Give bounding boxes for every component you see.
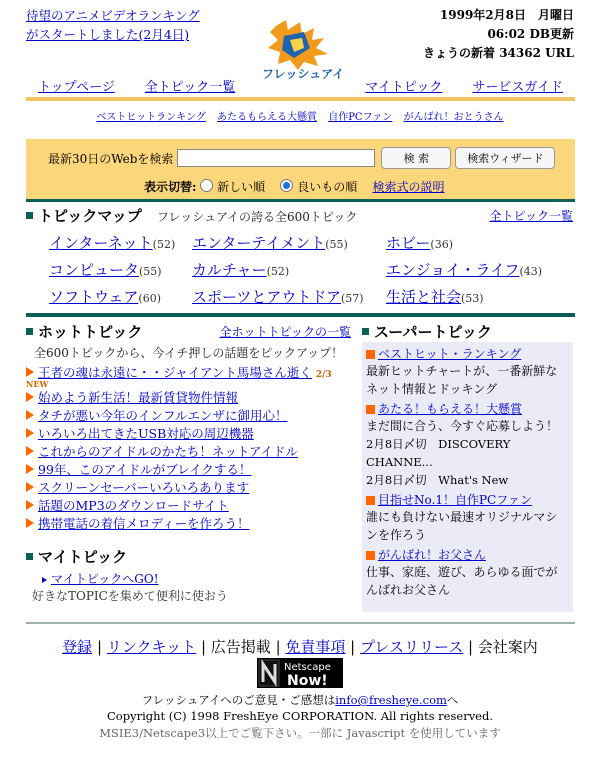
topic-count: (55) xyxy=(139,265,162,278)
radio-newest-label: 新しい順 xyxy=(217,180,266,194)
copyright: Copyright (C) 1998 FreshEye CORPORATION. All rights reserved. xyxy=(106,709,494,723)
divider-1 xyxy=(26,199,575,202)
hot-header xyxy=(26,321,351,342)
nav-my-topic[interactable]: マイトピック xyxy=(365,80,443,95)
arrow-icon xyxy=(26,428,34,438)
feedback-prefix: フレッシュアイへのご意見・ご感想は xyxy=(141,693,336,707)
bullet-square-icon xyxy=(362,328,369,335)
list-item[interactable] xyxy=(26,363,351,381)
topic-sports-outdoor[interactable]: スポーツとアウトドア xyxy=(192,288,341,306)
super-topic-panel xyxy=(362,342,573,612)
arrow-icon xyxy=(42,577,47,583)
radio-best-label: 良いもの順 xyxy=(297,180,358,194)
topic-software[interactable]: ソフトウェア xyxy=(49,288,139,306)
hot-link[interactable]: 99年、このアイドルがブレイクする！ xyxy=(38,462,252,477)
feedback-email-link[interactable]: info@fresheye.com xyxy=(335,693,447,707)
headline-news-line2[interactable]: がスタートしました(2月4日) xyxy=(26,27,190,42)
divider-3 xyxy=(26,622,575,624)
logo-text: フレッシュアイ xyxy=(262,67,345,80)
main-nav xyxy=(26,76,575,101)
super-best-hit-link[interactable]: ベストヒット・ランキング xyxy=(378,347,522,361)
topic-count: (52) xyxy=(266,265,290,278)
all-topics-link[interactable]: 全トピック一覧 xyxy=(489,209,573,223)
topic-row xyxy=(49,232,569,259)
orange-square-icon xyxy=(366,496,375,505)
hot-link[interactable]: 携帯電話の着信メロディーを作ろう！ xyxy=(38,516,250,531)
search-panel xyxy=(26,139,575,199)
topic-count: (36) xyxy=(430,238,453,251)
topicmap-subtitle: フレッシュアイの誇る全600トピック xyxy=(156,210,358,224)
nav-service-guide[interactable]: サービスガイド xyxy=(472,80,563,95)
logo-graphic xyxy=(258,18,358,80)
fresheye-logo[interactable] xyxy=(258,18,358,80)
bullet-square-icon xyxy=(26,328,33,335)
mytopic-link-row[interactable] xyxy=(42,570,159,587)
now-text: Now! xyxy=(287,673,328,688)
list-item[interactable] xyxy=(26,514,351,532)
headline-news-line1[interactable]: 待望のアニメビデオランキング xyxy=(26,8,200,23)
browser-note: MSIE3/Netscape3以上でご覧下さい。一部に Javascript を使用しています xyxy=(99,726,501,740)
footer-register[interactable]: 登録 xyxy=(62,638,93,656)
topic-row xyxy=(49,259,569,286)
super-best-hit-desc: 最新ヒットチャートが、一番新鮮なネット情報とドッキング xyxy=(366,364,558,396)
list-item[interactable] xyxy=(26,442,351,460)
topic-entertainment[interactable]: エンターテイメント xyxy=(192,234,326,252)
subnav-pc-fan[interactable]: 自作PCファン xyxy=(328,112,393,123)
footer-link-kit[interactable]: リンクキット xyxy=(106,638,197,656)
subnav-sweepstakes[interactable]: あたるもらえる大懸賞 xyxy=(217,112,318,123)
topicmap-title: トピックマップ xyxy=(38,207,142,225)
feedback-line xyxy=(0,692,600,708)
bullet-square-icon xyxy=(26,553,33,560)
list-item[interactable] xyxy=(26,388,351,406)
search-label: 最新30日のWebを検索 xyxy=(48,151,174,166)
super-father-link[interactable]: がんばれ！お父さん xyxy=(378,548,487,562)
topic-row xyxy=(49,286,569,313)
db-updated: 06:02 DB更新 xyxy=(487,27,574,41)
list-item[interactable] xyxy=(26,496,351,514)
sub-nav xyxy=(0,108,600,123)
footer-press[interactable]: プレスリリース xyxy=(360,638,464,656)
topic-computer[interactable]: コンピュータ xyxy=(49,261,140,279)
hot-link[interactable]: 王者の魂は永遠に・・ジャイアント馬場さん逝く xyxy=(38,365,312,380)
hot-link[interactable]: タチが悪い今年のインフルエンザに御用心！ xyxy=(38,408,288,423)
hot-link[interactable]: いろいろ出てきたUSB対応の周辺機器 xyxy=(38,426,254,441)
nav-underline xyxy=(26,97,575,101)
super-sweepstakes-desc: まだ間に合う、今すぐ応募しよう！ xyxy=(366,419,559,433)
hot-link[interactable]: 始めよう新生活！最新賃貸物件情報 xyxy=(38,390,239,405)
list-item[interactable] xyxy=(26,478,351,496)
search-wizard-button[interactable]: 検索ウィザード xyxy=(455,147,555,169)
list-item[interactable] xyxy=(26,460,351,478)
topic-count: (53) xyxy=(461,292,484,305)
hot-date: 2/3 xyxy=(315,370,332,380)
arrow-icon xyxy=(26,464,34,474)
hot-link[interactable]: スクリーンセーバーいろいろあります xyxy=(38,480,250,495)
search-button[interactable]: 検 索 xyxy=(381,147,451,169)
hot-title: ホットトピック xyxy=(38,323,143,341)
divider-2 xyxy=(26,313,575,317)
feedback-suffix: へ xyxy=(446,693,459,707)
subnav-best-hit[interactable]: ベストヒットランキング xyxy=(96,112,206,123)
topic-count: (60) xyxy=(138,292,161,305)
hot-link[interactable]: これからのアイドルのかたち！ネットアイドル xyxy=(38,444,298,459)
hot-intro: 全600トピックから、今イチ押しの話題をピックアップ！ xyxy=(34,346,344,360)
headline-news[interactable] xyxy=(26,6,226,44)
list-item[interactable] xyxy=(26,406,351,424)
topic-life-society[interactable]: 生活と社会 xyxy=(386,288,462,306)
netscape-text: Netscape xyxy=(284,662,331,673)
super-pc-fan-link[interactable]: 目指せNo.1！自作PCファン xyxy=(378,493,532,507)
super-deadline-2: 2月8日〆切 What's New xyxy=(366,473,509,487)
topic-count: (43) xyxy=(519,265,543,278)
orange-square-icon xyxy=(366,350,375,359)
topic-internet[interactable]: インターネット xyxy=(49,234,153,252)
radio-best[interactable] xyxy=(280,179,293,192)
arrow-icon xyxy=(26,367,34,377)
super-title: スーパートピック xyxy=(374,323,492,341)
mytopic-header xyxy=(26,546,127,567)
orange-square-icon xyxy=(366,551,375,560)
hot-link[interactable]: 話題のMP3のダウンロードサイト xyxy=(38,498,229,513)
current-date: 1999年2月8日 月曜日 xyxy=(439,8,574,22)
bullet-square-icon xyxy=(26,212,33,219)
super-pc-fan-desc: 誰にも負けない最速オリジナルマシンを作ろう xyxy=(366,510,558,542)
nav-logo-gap xyxy=(265,76,335,95)
new-badge: NEW xyxy=(26,379,49,389)
arrow-icon xyxy=(26,446,34,456)
topic-hobby[interactable]: ホビー xyxy=(386,234,431,252)
footer-disclaimer[interactable]: 免責事項 xyxy=(285,638,346,656)
list-item[interactable] xyxy=(26,424,351,442)
subnav-father[interactable]: がんばれ！おとうさん xyxy=(403,112,504,123)
super-deadline-1: 2月8日〆切 DISCOVERY CHANNE... xyxy=(366,437,511,469)
super-father-desc: 仕事、家庭、遊び、あらゆる面でがんばれお父さん xyxy=(366,565,558,597)
topic-culture[interactable]: カルチャー xyxy=(192,261,267,279)
arrow-icon xyxy=(26,500,34,510)
topic-grid xyxy=(49,232,569,313)
topic-enjoy-life[interactable]: エンジョイ・ライフ xyxy=(386,261,520,279)
arrow-icon xyxy=(26,482,34,492)
arrow-icon xyxy=(26,410,34,420)
super-header xyxy=(362,321,492,342)
netscape-now-badge[interactable] xyxy=(257,658,343,688)
all-hot-topics-link[interactable]: 全ホットトピックの一覧 xyxy=(219,325,351,339)
footer-company: 会社案内 xyxy=(477,638,538,656)
arrow-icon xyxy=(26,392,34,402)
nav-all-topics[interactable]: 全トピック一覧 xyxy=(144,80,236,95)
new-url-count: きょうの新着 34362 URL xyxy=(423,46,574,60)
topic-count: (52) xyxy=(152,238,176,251)
netscape-n-icon xyxy=(257,658,343,688)
header-info xyxy=(423,6,574,63)
topic-count: (57) xyxy=(340,292,364,305)
search-syntax-link[interactable]: 検索式の説明 xyxy=(372,180,445,194)
topicmap-header xyxy=(26,205,575,226)
display-mode-label: 表示切替: xyxy=(144,180,197,194)
hot-list xyxy=(26,363,351,532)
radio-newest[interactable] xyxy=(200,179,213,192)
super-sweepstakes-link[interactable]: あたる！もらえる！大懸賞 xyxy=(378,402,523,416)
nav-top-page[interactable]: トップページ xyxy=(38,80,115,95)
arrow-icon xyxy=(26,518,34,528)
search-input[interactable] xyxy=(177,149,375,167)
mytopic-title: マイトピック xyxy=(38,548,128,566)
orange-square-icon xyxy=(366,405,375,414)
mytopic-desc: 好きなTOPICを集めて便利に使おう xyxy=(32,589,228,603)
footer-links: 登録 | リンクキット | 広告掲載 | 免責事項 | プレスリリース | 会社案内 xyxy=(62,638,538,656)
topic-count: (55) xyxy=(325,238,348,251)
mytopic-go-link[interactable]: マイトピックへGO! xyxy=(51,572,159,586)
footer-ads: 広告掲載 xyxy=(210,638,271,656)
